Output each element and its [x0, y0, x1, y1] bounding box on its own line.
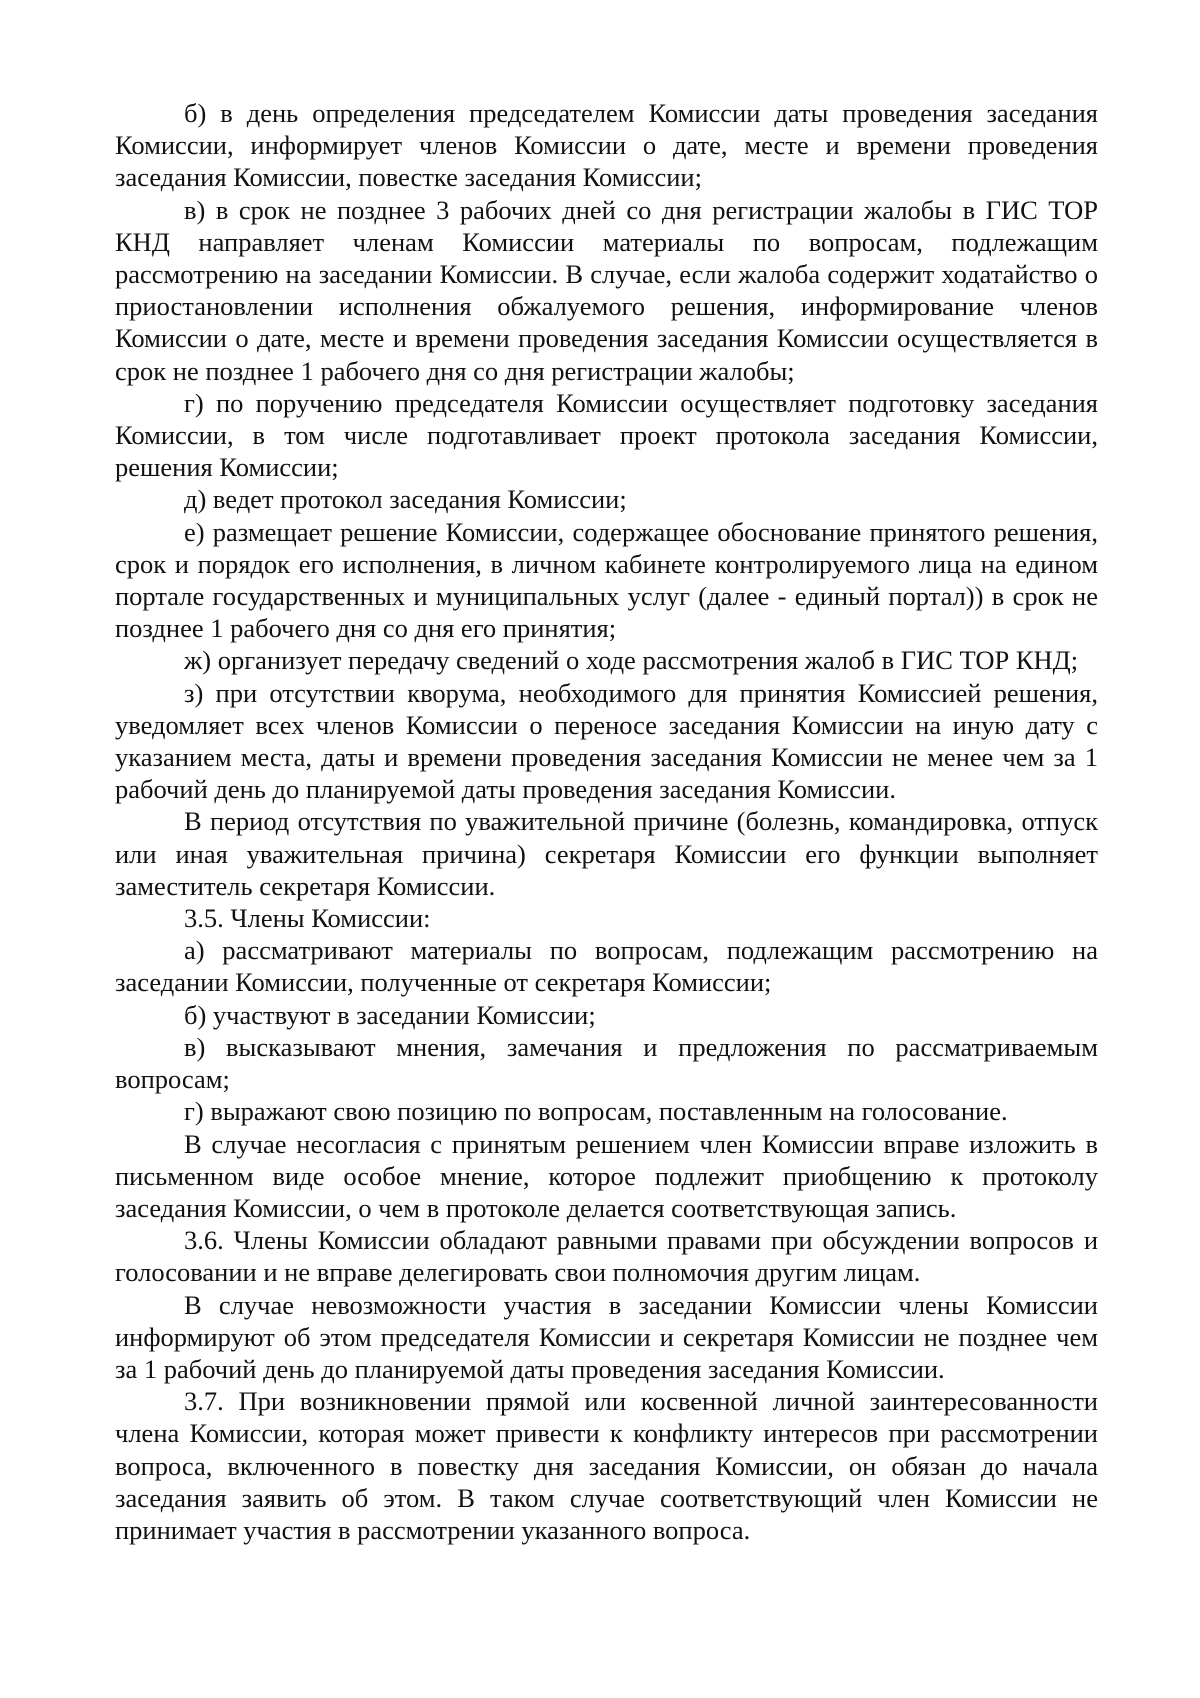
paragraph-secretary-absence: В период отсутствия по уважительной причине (болезнь, командировка, отпуск или иная уважительная причина) секретаря Комиссии его функции выполняет заместитель секретаря Комиссии.	[115, 806, 1098, 901]
section-3-7-conflict-of-interest: 3.7. При возникновении прямой или косвенной личной заинтересованности члена Комиссии, которая может привести к конфликту интересов при рассмотрении вопроса, включенного в повестку дня заседания Комиссии, он обязан до начала заседания заявить об этом. В таком случае соответствующий член Комиссии не принимает участия в рассмотрении указанного вопроса.	[115, 1386, 1098, 1545]
paragraph-g-prepare-meeting: г) по поручению председателя Комиссии осуществляет подготовку заседания Комиссии, в том числе подготавливает проект протокола заседания Комиссии, решения Комиссии;	[115, 387, 1098, 483]
paragraph-d-keep-protocol: д) ведет протокол заседания Комиссии;	[184, 484, 627, 515]
paragraph-v-send-materials: в) в срок не позднее 3 рабочих дней со дня регистрации жалобы в ГИС ТОР КНД направляет членам Комиссии материалы по вопросам, подлежащим рассмотрению на заседании Комиссии. В случае, если жалоба содержит ходатайство о приостановлении исполнения обжалуемого решения, информирование членов Комиссии о дате, месте и времени проведения заседания Комиссии осуществляется в срок не позднее 1 рабочего дня со дня регистрации жалобы;	[115, 194, 1098, 386]
paragraph-a-review-materials: а) рассматривают материалы по вопросам, подлежащим рассмотрению на заседании Комиссии, полученные от секретаря Комиссии;	[115, 935, 1098, 998]
paragraph-g-express-position: г) выражают свою позицию по вопросам, поставленным на голосование.	[184, 1096, 1008, 1127]
paragraph-z-no-quorum: з) при отсутствии кворума, необходимого для принятия Комиссией решения, уведомляет всех членов Комиссии о переносе заседания Комиссии на иную дату с указанием места, даты и времени проведения заседания Комиссии не менее чем за 1 рабочий день до планируемой даты проведения заседания Комиссии.	[115, 677, 1098, 805]
paragraph-e-publish-decision: е) размещает решение Комиссии, содержащее обоснование принятого решения, срок и порядок его исполнения, в личном кабинете контролируемого лица на едином портале государственных и муниципальных услуг (далее - единый портал)) в срок не позднее 1 рабочего дня со дня его принятия;	[115, 516, 1098, 644]
paragraph-b-notify-members: б) в день определения председателем Комиссии даты проведения заседания Комиссии, информирует членов Комиссии о дате, месте и времени проведения заседания Комиссии, повестке заседания Комиссии;	[115, 98, 1098, 193]
paragraph-v-express-opinions: в) высказывают мнения, замечания и предложения по рассматриваемым вопросам;	[115, 1031, 1098, 1095]
document-page	[115, 97, 1098, 1546]
paragraph-zh-transfer-info: ж) организует передачу сведений о ходе рассмотрения жалоб в ГИС ТОР КНД;	[184, 645, 1079, 676]
paragraph-dissenting-opinion: В случае несогласия с принятым решением член Комиссии вправе изложить в письменном виде особое мнение, которое подлежит приобщению к протоколу заседания Комиссии, о чем в протоколе делается соответствующая запись.	[115, 1128, 1098, 1223]
section-3-5-heading: 3.5. Члены Комиссии:	[184, 903, 431, 934]
section-3-6-equal-rights: 3.6. Члены Комиссии обладают равными правами при обсуждении вопросов и голосовании и не вправе делегировать свои полномочия другим лицам.	[115, 1225, 1098, 1288]
paragraph-inability-to-attend: В случае невозможности участия в заседании Комиссии члены Комиссии информируют об этом председателя Комиссии и секретаря Комиссии не позднее чем за 1 рабочий день до планируемой даты проведения заседания Комиссии.	[115, 1289, 1098, 1384]
paragraph-b-participate: б) участвуют в заседании Комиссии;	[184, 999, 596, 1030]
